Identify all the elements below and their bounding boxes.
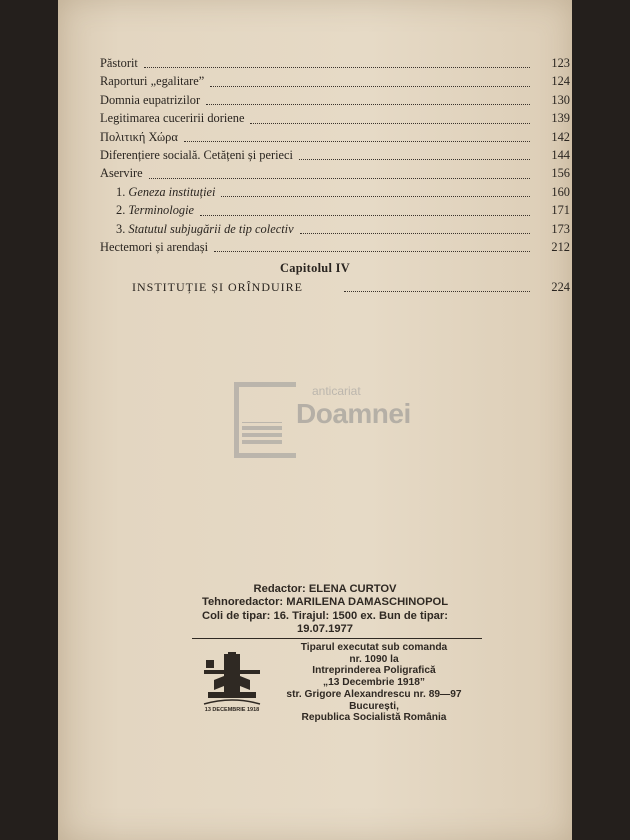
toc-entry-page: 156 bbox=[551, 166, 570, 181]
printer-info bbox=[264, 642, 484, 724]
toc-entry-page: 212 bbox=[551, 239, 570, 254]
toc-entry-page: 173 bbox=[551, 221, 570, 236]
leader-dots bbox=[206, 86, 530, 105]
printer-line: Tiparul executat sub comanda bbox=[300, 642, 448, 653]
chapter-heading bbox=[0, 261, 630, 276]
toc-entry-page: 224 bbox=[551, 280, 570, 294]
printer-line: București, bbox=[349, 700, 399, 712]
colophon-coli: Coli de tipar: 16. Tirajul: 1500 ex. Bun de tipar: bbox=[202, 609, 448, 622]
svg-text:13 DECEMBRIE 1918: 13 DECEMBRIE 1918 bbox=[204, 707, 260, 713]
toc-entry bbox=[132, 278, 570, 296]
toc-entry-page: 130 bbox=[551, 92, 570, 107]
toc-entry-page: 124 bbox=[551, 74, 570, 89]
toc-entry-label: Legitimarea cuceririi doriene bbox=[100, 111, 245, 126]
toc-entry-label: Πολιτική Χώρα bbox=[100, 129, 178, 144]
watermark-frame bbox=[234, 382, 296, 458]
chapter-entry-list bbox=[132, 278, 570, 296]
leader-dots bbox=[221, 178, 530, 197]
leader-dots bbox=[184, 123, 530, 142]
toc-entry-label: Diferențiere socială. Cetățeni și perieci bbox=[100, 147, 293, 162]
toc-entry-label: INSTITUȚIE ȘI ORÎNDUIRE bbox=[132, 280, 303, 294]
leader-dots bbox=[250, 104, 530, 123]
leader-dots bbox=[300, 215, 530, 234]
colophon bbox=[160, 583, 490, 637]
toc-entry-label: Domnia eupatrizilor bbox=[100, 92, 201, 107]
watermark-text-large: Doamnei bbox=[296, 398, 411, 429]
printer-line: „13 Decembrie 1918” bbox=[323, 677, 425, 689]
toc-entry-label: Păstorit bbox=[100, 56, 138, 70]
toc-entry bbox=[100, 238, 570, 256]
watermark-text-small: anticariat bbox=[312, 384, 361, 398]
divider bbox=[192, 638, 482, 639]
toc-entry-page: 139 bbox=[551, 111, 570, 126]
colophon-redactor: Redactor: ELENA CURTOV bbox=[253, 583, 397, 595]
toc-entry-page: 171 bbox=[551, 203, 570, 218]
printer-line: str. Grigore Alexandrescu nr. 89—97 bbox=[286, 688, 462, 700]
leader-dots bbox=[214, 233, 530, 252]
toc-entry-page: 144 bbox=[551, 147, 570, 162]
leader-dots bbox=[200, 196, 530, 215]
toc-entry-label: Hectemori și arendași bbox=[100, 239, 209, 254]
leader-dots bbox=[299, 141, 530, 160]
books-icon bbox=[242, 422, 282, 444]
toc-entry-label: 2. Terminologie bbox=[116, 203, 195, 218]
toc-entry-page: 160 bbox=[551, 184, 570, 199]
colophon-tehnoredactor: Tehnoredactor: MARILENA DAMASCHINOPOL bbox=[201, 596, 449, 609]
toc-entry-label: 1. Geneza instituției bbox=[116, 184, 216, 199]
printer-line: nr. 1090 la bbox=[349, 653, 399, 665]
leader-dots bbox=[149, 159, 530, 178]
toc-entry-label: 3. Statutul subjugării de tip colectiv bbox=[116, 221, 294, 236]
table-of-contents bbox=[100, 54, 570, 256]
colophon-date: 19.07.1977 bbox=[297, 623, 353, 636]
watermark-logo bbox=[234, 380, 414, 460]
leader-dots bbox=[344, 273, 530, 292]
printer-logo bbox=[202, 652, 262, 714]
leader-dots bbox=[210, 67, 530, 86]
chapter-heading-text: Capitolul IV bbox=[279, 261, 351, 275]
leader-dots bbox=[144, 49, 530, 68]
printer-line: Republica Socialistă România bbox=[301, 712, 447, 724]
toc-entry-page: 142 bbox=[551, 129, 570, 144]
printer-line: Intreprinderea Poligrafică bbox=[312, 665, 436, 677]
toc-entry-label: Aservire bbox=[100, 166, 143, 181]
toc-entry-page: 123 bbox=[551, 56, 570, 70]
toc-entry-label: Raporturi „egalitare” bbox=[100, 74, 205, 89]
